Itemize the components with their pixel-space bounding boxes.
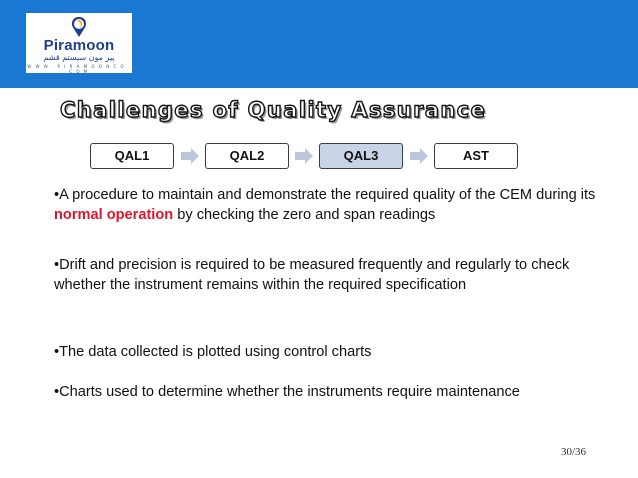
bullet-text: •A procedure to maintain and demonstrate the required quality of the CEM during its	[54, 187, 596, 203]
page-number: 30/36	[560, 446, 586, 458]
bullet-item: •Charts used to determine whether the instruments require maintenance	[54, 384, 520, 400]
bullet-item	[54, 185, 614, 225]
arrow-right-icon	[181, 148, 199, 164]
highlight-text: normal operation	[54, 207, 174, 223]
bullet-item: •Drift and precision is required to be measured frequently and regularly to check whether the instrument remains within the required specification	[54, 257, 570, 293]
logo-tagline: پیر مون سیستم قشم	[43, 53, 115, 62]
logo-url: W W W . P I R A M O O N C O . C O M	[27, 64, 131, 74]
bullet-item: •The data collected is plotted using control charts	[54, 344, 372, 360]
company-logo	[26, 13, 132, 73]
arrow-right-icon	[410, 148, 428, 164]
step-ast: AST	[434, 143, 518, 169]
qal-process-flow	[0, 143, 638, 169]
logo-wordmark: Piramoon	[43, 37, 115, 54]
step-qal2: QAL2	[205, 143, 289, 169]
arrow-right-icon	[295, 148, 313, 164]
step-qal1: QAL1	[90, 143, 174, 169]
slide-title: Challenges of Quality Assurance	[60, 98, 487, 122]
bullet-text: by checking the zero and span readings	[173, 207, 436, 223]
step-qal3: QAL3	[319, 143, 403, 169]
piramoon-logo-icon	[68, 16, 90, 38]
header-band	[0, 0, 638, 88]
